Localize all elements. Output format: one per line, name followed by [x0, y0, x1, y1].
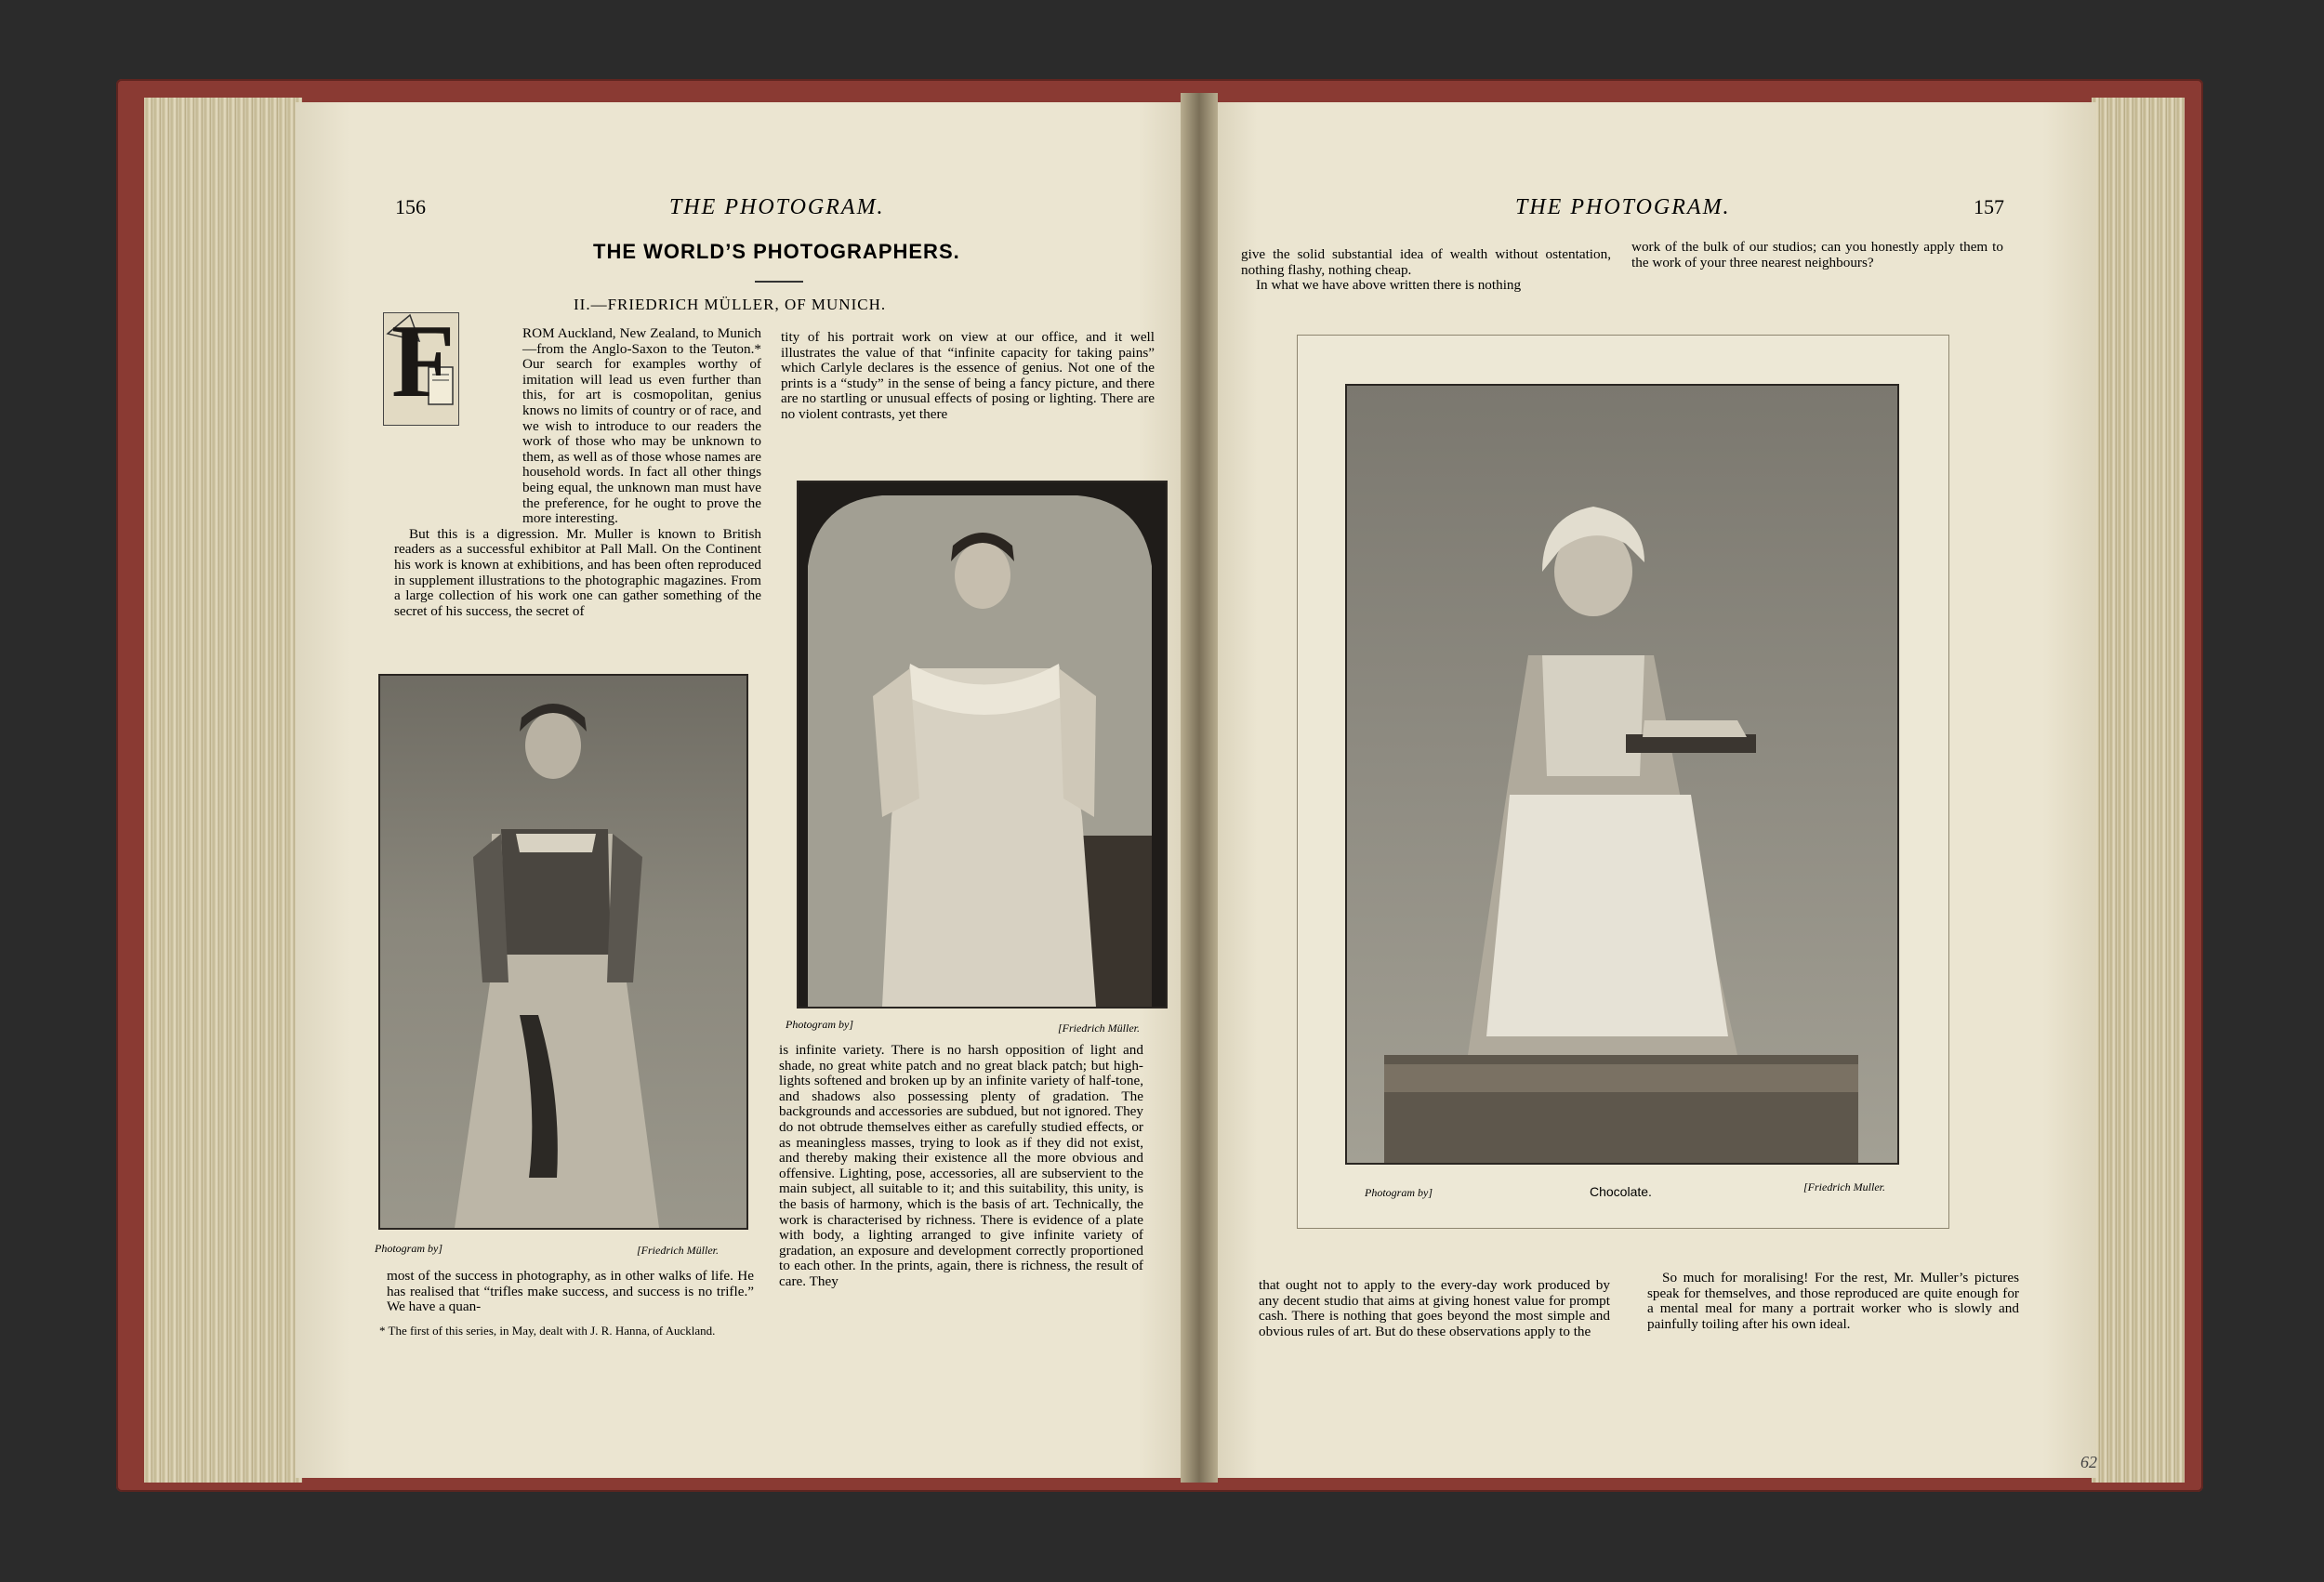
paragraph: give the solid substantial idea of wealth without ostentation, nothing flashy, nothing cheap. [1241, 246, 1611, 278]
portrait-figure [1347, 386, 1897, 1163]
right-col2-top: work of the bulk of our studios; can you honestly apply them to the work of your three nearest neighbours? [1631, 239, 2003, 270]
left-col1-bottom: most of the success in photography, as in other walks of life. He has realised that “trifles make success, and success is no trifle.” We have a quan- [387, 1268, 754, 1315]
plate-caption-left: Photogram by] [1365, 1186, 1433, 1199]
right-col1-top [1241, 247, 1611, 294]
article-subtitle: II.—FRIEDRICH MÜLLER, OF MUNICH. [574, 296, 887, 313]
right-col1-bottom: that ought not to apply to the every-day work produced by any decent studio that aims at giving honest value for prompt cash. There is nothing that goes beyond the most simple and obvious rules of art. But do these observations apply to the [1259, 1277, 1610, 1339]
portrait-figure [799, 482, 1166, 1007]
portrait-figure [380, 676, 746, 1228]
left-col2-top: tity of his portrait work on view at our office, and it well illustrates the value of that “infinite capacity for taking pains” which Carlyle declares is the essence of genius. Not one of the prints is a “study” in the sense of being a fancy picture, and there are no startling or unusual effects of posing or lighting. There are no violent contrasts, yet there [781, 329, 1155, 422]
paragraph: In what we have above written there is nothing [1256, 277, 1522, 294]
photo1-caption-left: Photogram by] [375, 1242, 442, 1255]
page-number-left: 156 [395, 195, 426, 218]
left-col1-top [394, 326, 761, 619]
drop-cap-letter: F [391, 304, 456, 419]
photo-portrait-woman-left [378, 674, 748, 1230]
photo-portrait-woman-center [797, 481, 1168, 1009]
plate-caption-right: [Friedrich Muller. [1803, 1180, 1885, 1193]
page-edges-right [2092, 98, 2185, 1483]
article-title: THE WORLD’S PHOTOGRAPHERS. [593, 240, 960, 263]
footnote: * The first of this series, in May, dealt with J. R. Hanna, of Auckland. [379, 1324, 716, 1338]
right-col2-bottom [1647, 1271, 2019, 1332]
photo1-caption-right: [Friedrich Müller. [637, 1244, 719, 1257]
photo2-caption-right: [Friedrich Müller. [1058, 1022, 1140, 1035]
page-edges-left [144, 98, 302, 1483]
title-rule [755, 281, 803, 283]
plate-caption-title: Chocolate. [1590, 1184, 1652, 1199]
photo-chocolate-girl [1345, 384, 1899, 1165]
paragraph: But this is a digression. Mr. Muller is known to British readers as a successful exhibitor at Pall Mall. On the Continent his work is known at exhibitions, and has been often reproduced in supplement illustrations to the photographic magazines. From a large collection of his work one can gather something of the secret of his success, the secret of [394, 525, 761, 619]
page-number-right: 157 [1974, 195, 2004, 218]
book-gutter [1181, 93, 1218, 1483]
paragraph: So much for moralising! For the rest, Mr. Muller’s pictures speak for themselves, and those reproduced are quite enough for a mental meal for many a portrait worker who is slowly and painfully toiling after his own ideal. [1647, 1270, 2019, 1332]
photo2-caption-left: Photogram by] [786, 1018, 853, 1031]
running-head-right: THE PHOTOGRAM. [1515, 195, 1731, 219]
left-col2-bottom: is infinite variety. There is no harsh opposition of light and shade, no great white patch and no great black patch; but high-lights softened and broken up by an infinite variety of half-tone, and shadows also possessing plenty of gradation. The backgrounds and accessories are subdued, but not ignored. They do not obtrude themselves either as carefully studied effects, or as meaningless masses, trying to look as if they did not exist, and thereby making their existence all the more obvious and offensive. Lighting, pose, accessories, all are subservient to the main subject, all suitable to it; and this suitability, this unity, is the basis of harmony, which is the basis of art. Technically, the work is characterised by richness. There is evidence of a plate with body, a lighting arranged to give infinite variety of gradation, an exposure and development correctly proportioned to each other. In the prints, again, there is richness, the result of care. They [779, 1042, 1143, 1289]
running-head-left: THE PHOTOGRAM. [669, 195, 885, 219]
paragraph: ROM Auckland, New Zealand, to Munich—from the Anglo-Saxon to the Teuton.* Our search for examples worthy of imitation will lead us even further than this, for art is cosmopolitan, genius knows no limits of country or of race, and we wish to introduce to our readers the work of those who may be unknown to them, as well as of those whose names are household words. In fact all other things being equal, the unknown man must have the preference, for he ought to prove the more interesting. [522, 325, 761, 527]
handwritten-page-note: 62 [2080, 1453, 2097, 1471]
